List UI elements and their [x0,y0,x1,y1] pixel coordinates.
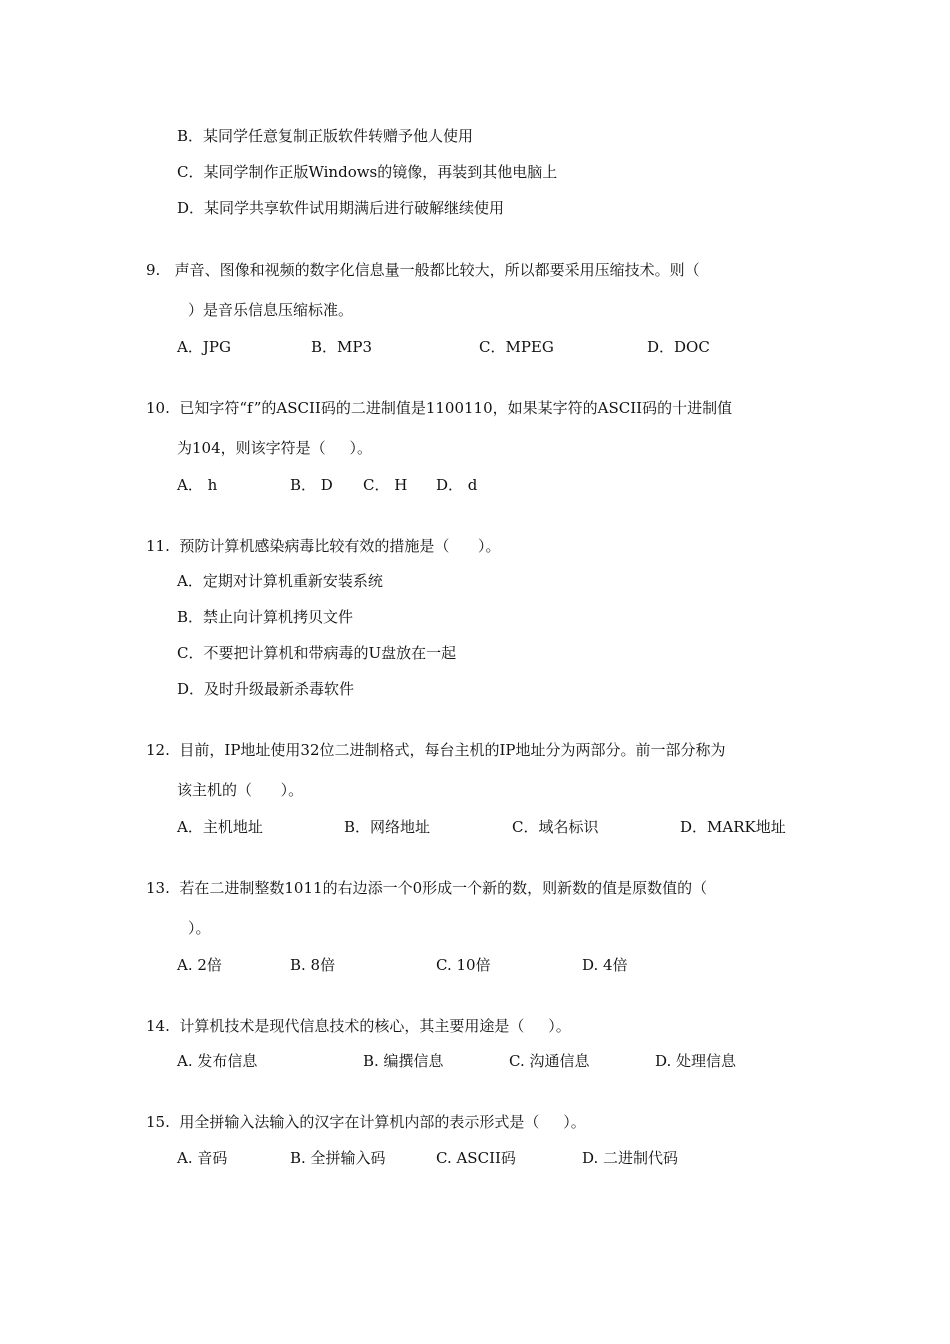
question-11-option-b: B．禁止向计算机拷贝文件 [177,608,354,626]
question-15-option-a: A. 音码 [177,1149,228,1167]
question-10-option-d: D． d [436,476,478,494]
question-10-option-b: B． D [290,476,333,494]
question-9-option-a: A．JPG [177,338,231,356]
question-11-option-c: C．不要把计算机和带病毒的U盘放在一起 [177,644,457,662]
question-14-stem: 14. 计算机技术是现代信息技术的核心，其主要用途是（ ）。 [146,1017,571,1035]
question-13-option-d: D. 4倍 [582,956,628,974]
question-15-option-b: B. 全拼输入码 [290,1149,386,1167]
question-13-option-c: C. 10倍 [436,956,491,974]
question-12-option-b: B．网络地址 [344,818,431,836]
question-11-stem: 11. 预防计算机感染病毒比较有效的措施是（ ）。 [146,537,501,555]
question-12-option-d: D．MARK地址 [680,818,786,836]
option-b: B．某同学任意复制正版软件转赠予他人使用 [177,127,474,145]
question-13-stem-cont: ）。 [188,919,211,937]
question-14-option-c: C. 沟通信息 [509,1052,590,1070]
question-13-option-a: A. 2倍 [177,956,222,974]
question-9-stem: 9. 声音、图像和视频的数字化信息量一般都比较大，所以都要采用压缩技术。则（ [146,261,700,279]
question-11-option-d: D．及时升级最新杀毒软件 [177,680,355,698]
option-c: C．某同学制作正版Windows的镜像，再装到其他电脑上 [177,163,558,181]
question-14-option-b: B. 编撰信息 [363,1052,444,1070]
question-12-option-c: C．域名标识 [512,818,599,836]
question-14-option-d: D. 处理信息 [655,1052,737,1070]
question-9-option-c: C．MPEG [479,338,554,356]
question-10-option-c: C． H [363,476,408,494]
question-9-option-b: B．MP3 [311,338,373,356]
question-14-option-a: A. 发布信息 [177,1052,258,1070]
question-12-option-a: A．主机地址 [177,818,263,836]
question-15-option-c: C. ASCII码 [436,1149,516,1167]
question-12-stem-cont: 该主机的（ ）。 [177,781,304,799]
question-9-option-d: D．DOC [647,338,710,356]
question-10-stem-cont: 为104，则该字符是（ ）。 [177,439,372,457]
option-d: D．某同学共享软件试用期满后进行破解继续使用 [177,199,505,217]
question-12-stem: 12. 目前，IP地址使用32位二进制格式，每台主机的IP地址分为两部分。前一部分称为 [146,741,726,759]
question-13-option-b: B. 8倍 [290,956,336,974]
question-11-option-a: A．定期对计算机重新安装系统 [177,572,383,590]
question-15-stem: 15. 用全拼输入法输入的汉字在计算机内部的表示形式是（ ）。 [146,1113,586,1131]
question-10-stem: 10. 已知字符“f”的ASCII码的二进制值是1100110，如果某字符的ASCII码的十进制值 [146,399,733,417]
question-13-stem: 13. 若在二进制整数1011的右边添一个0形成一个新的数，则新数的值是原数值的（ [146,879,708,897]
question-10-option-a: A． h [177,476,218,494]
question-15-option-d: D. 二进制代码 [582,1149,679,1167]
question-9-stem-cont: ）是音乐信息压缩标准。 [188,301,354,319]
